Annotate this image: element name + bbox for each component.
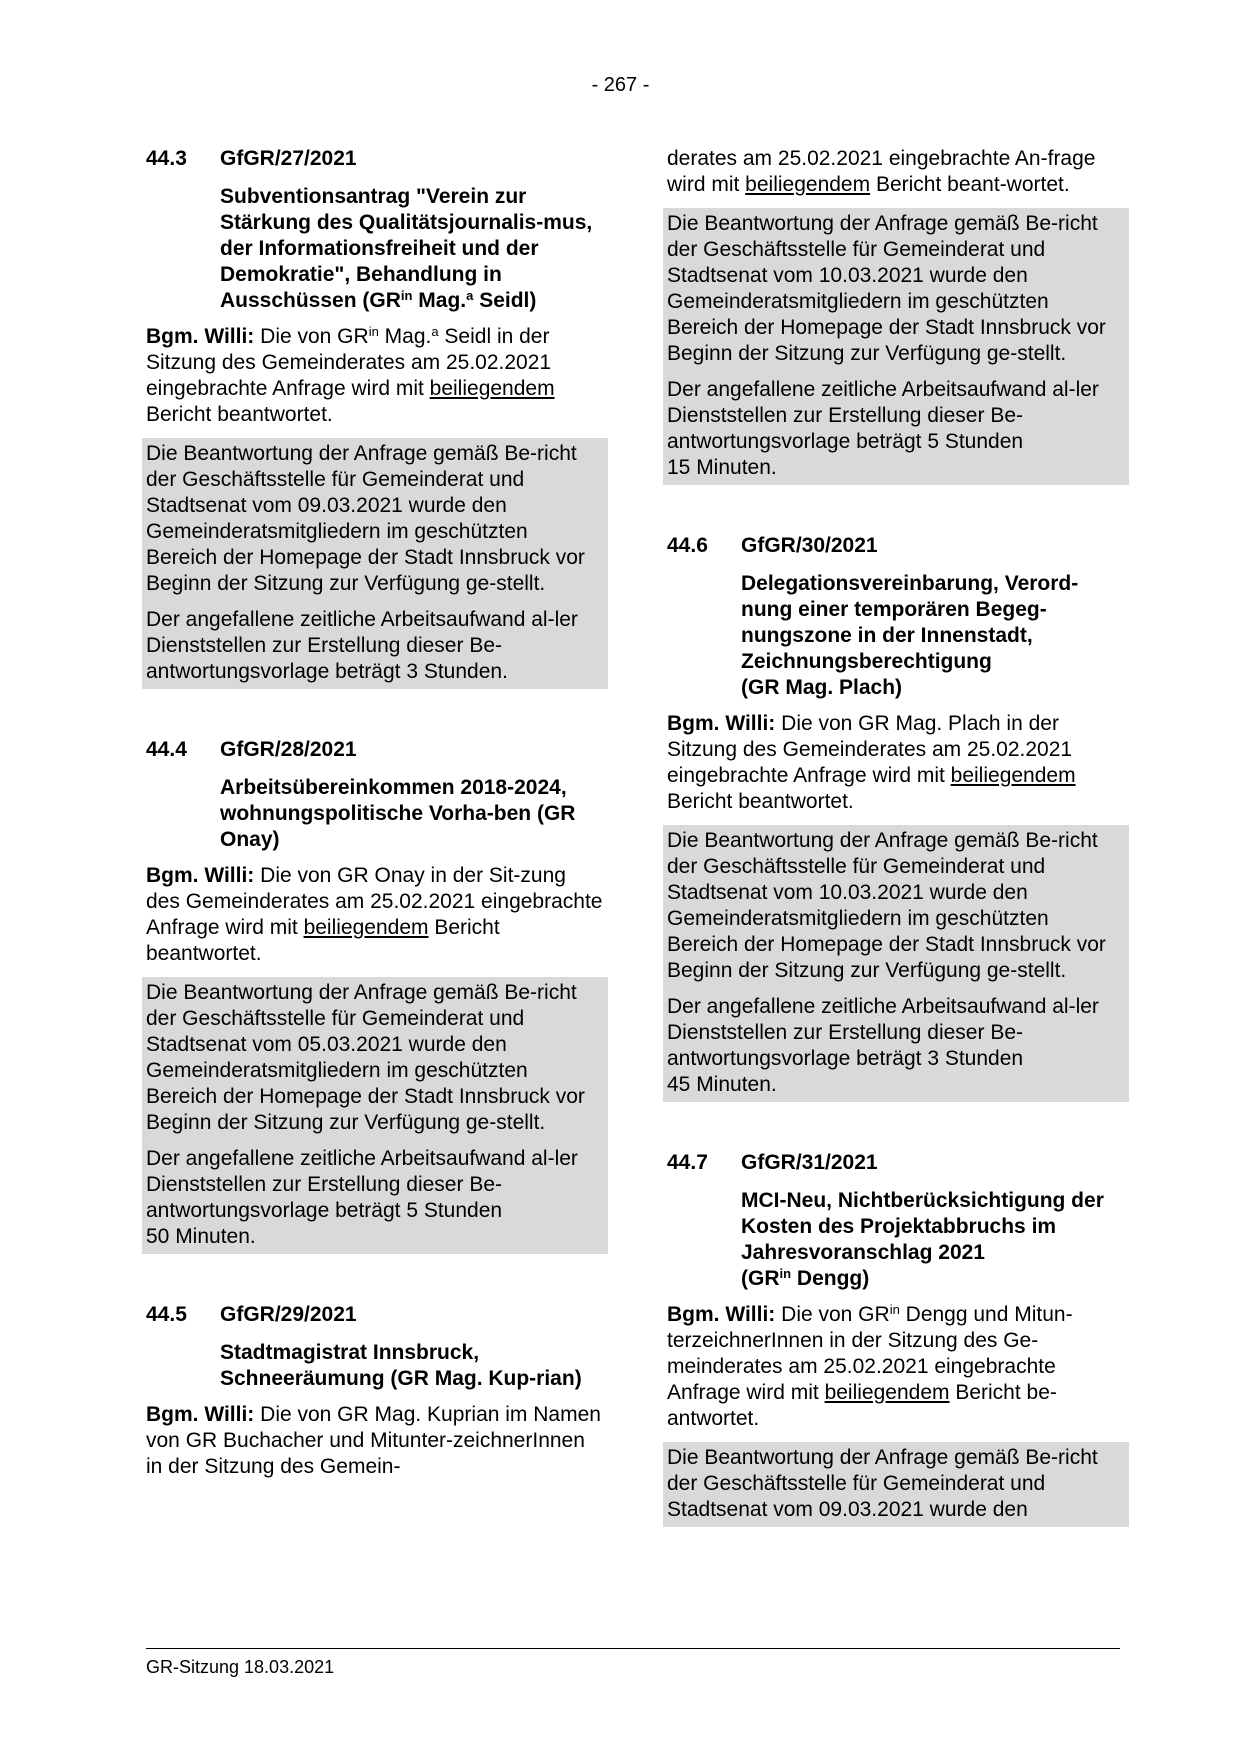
section-heading [667, 1150, 1125, 1176]
page-number: - 267 - [591, 74, 650, 96]
section-44-5-continued [667, 146, 1125, 485]
speaker-label: Bgm. Willi: [146, 325, 255, 348]
answer-paragraph: Bgm. Willi: Die von GR Onay in der Sit-zung des Gemeinderates am 25.02.2021 eingebrachte Anfrage wird mit beiliegendem Bericht beantwortet. [146, 864, 603, 965]
speaker-label: Bgm. Willi: [146, 1403, 255, 1426]
section-44-7 [667, 1150, 1125, 1527]
effort-text: Der angefallene zeitliche Arbeitsaufwand al-ler Dienststellen zur Erstellung dieser Be-antwortungsvorlage beträgt 3 Stunden 45 Minuten. [667, 995, 1099, 1096]
effort-text: Der angefallene zeitliche Arbeitsaufwand al-ler Dienststellen zur Erstellung dieser Be-antwortungsvorlage beträgt 3 Stunden. [146, 608, 578, 683]
info-text: Die Beantwortung der Anfrage gemäß Be-richt der Geschäftsstelle für Gemeinderat und Stadtsenat vom 10.03.2021 wurde den Gemeinderatsmitgliedern im geschützten Bereich der Homepage der Stadt Innsbruck vor Beginn der Sitzung zur Verfügung ge-stellt. [667, 829, 1106, 982]
info-box [142, 977, 608, 1254]
section-number: 44.6 [667, 534, 708, 557]
speaker-label: Bgm. Willi: [667, 1303, 776, 1326]
section-title: Delegationsvereinbarung, Verord-nung einer temporären Begeg-nungszone in der Innenstadt, Zeichnungsberechtigung (GR Mag. Plach) [741, 572, 1079, 699]
section-number: 44.4 [146, 738, 187, 761]
section-number: 44.7 [667, 1151, 708, 1174]
report-link[interactable]: beiliegendem [429, 377, 555, 400]
info-box [663, 208, 1129, 485]
effort-text: Der angefallene zeitliche Arbeitsaufwand al-ler Dienststellen zur Erstellung dieser Be-antwortungsvorlage beträgt 5 Stunden 15 Minuten. [667, 378, 1099, 479]
section-code: GfGR/30/2021 [741, 534, 878, 557]
section-44-6 [667, 533, 1125, 1102]
section-title: Stadtmagistrat Innsbruck, Schneeräumung (GR Mag. Kup-rian) [220, 1341, 582, 1390]
answer-paragraph: Bgm. Willi: Die von GR Mag. Plach in der Sitzung des Gemeinderates am 25.02.2021 eingebrachte Anfrage wird mit beiliegendem Bericht beantwortet. [667, 712, 1076, 813]
report-link[interactable]: beiliegendem [303, 916, 429, 939]
info-box [663, 825, 1129, 1102]
section-code: GfGR/28/2021 [220, 738, 357, 761]
left-column [146, 146, 604, 1490]
info-box [663, 1442, 1129, 1527]
section-code: GfGR/27/2021 [220, 147, 357, 170]
section-heading [667, 533, 1125, 559]
answer-paragraph: Bgm. Willi: Die von GR Mag. Kuprian im Namen von GR Buchacher und Mitunter-zeichnerInnen in der Sitzung des Gemein- [146, 1403, 601, 1478]
section-number: 44.3 [146, 147, 187, 170]
section-title: Arbeitsübereinkommen 2018-2024, wohnungspolitische Vorha-ben (GR Onay) [220, 776, 576, 851]
answer-paragraph-continued: derates am 25.02.2021 eingebrachte An-frage wird mit beiliegendem Bericht beant-wortet. [667, 147, 1096, 196]
section-heading [146, 1302, 604, 1328]
report-link[interactable]: beiliegendem [745, 173, 871, 196]
answer-paragraph: Bgm. Willi: Die von $GR^{in}$ Dengg und Mitun-terzeichnerInnen in der Sitzung des Ge-meinderates am 25.02.2021 eingebrachte Anfrage wird mit beiliegendem Bericht be-antwortet. [667, 1302, 1073, 1430]
section-code: GfGR/31/2021 [741, 1151, 878, 1174]
section-number: 44.5 [146, 1303, 187, 1326]
answer-paragraph: Bgm. Willi: Die von $GR^{in}$ Mag.$^a$ Seidl in der Sitzung des Gemeinderates am 25.02.2021 eingebrachte Anfrage wird mit beiliegendem Bericht beantwortet. [146, 324, 555, 426]
section-title: MCI-Neu, Nichtberücksichtigung der Kosten des Projektabbruchs im Jahresvoranschlag 2021 ($GR^{in}$ Dengg) [741, 1189, 1104, 1290]
section-title: Subventionsantrag "Verein zur Stärkung des Qualitätsjournalis-mus, der Informationsfreiheit und der Demokratie", Behandlung in Ausschüssen ($GR^{in}$ Mag.$^a$ Seidl) [220, 185, 593, 312]
info-text: Die Beantwortung der Anfrage gemäß Be-richt der Geschäftsstelle für Gemeinderat und Stadtsenat vom 09.03.2021 wurde den [667, 1446, 1098, 1521]
effort-text: Der angefallene zeitliche Arbeitsaufwand al-ler Dienststellen zur Erstellung dieser Be-antwortungsvorlage beträgt 5 Stunden 50 Minuten. [146, 1147, 578, 1248]
info-text: Die Beantwortung der Anfrage gemäß Be-richt der Geschäftsstelle für Gemeinderat und Stadtsenat vom 09.03.2021 wurde den Gemeinderatsmitgliedern im geschützten Bereich der Homepage der Stadt Innsbruck vor Beginn der Sitzung zur Verfügung ge-stellt. [146, 442, 585, 595]
speaker-label: Bgm. Willi: [667, 712, 776, 735]
report-link[interactable]: beiliegendem [950, 764, 1076, 787]
section-44-3 [146, 146, 604, 689]
info-box [142, 438, 608, 689]
section-heading [146, 737, 604, 763]
footer-text: GR-Sitzung 18.03.2021 [146, 1657, 335, 1677]
section-44-4 [146, 737, 604, 1254]
info-text: Die Beantwortung der Anfrage gemäß Be-richt der Geschäftsstelle für Gemeinderat und Stadtsenat vom 05.03.2021 wurde den Gemeinderatsmitgliedern im geschützten Bereich der Homepage der Stadt Innsbruck vor Beginn der Sitzung zur Verfügung ge-stellt. [146, 981, 585, 1134]
speaker-label: Bgm. Willi: [146, 864, 255, 887]
section-code: GfGR/29/2021 [220, 1303, 357, 1326]
info-text: Die Beantwortung der Anfrage gemäß Be-richt der Geschäftsstelle für Gemeinderat und Stadtsenat vom 10.03.2021 wurde den Gemeinderatsmitgliedern im geschützten Bereich der Homepage der Stadt Innsbruck vor Beginn der Sitzung zur Verfügung ge-stellt. [667, 212, 1106, 365]
section-44-5 [146, 1302, 604, 1480]
report-link[interactable]: beiliegendem [824, 1381, 950, 1404]
footer-divider [146, 1648, 1120, 1649]
section-heading [146, 146, 604, 172]
right-column [667, 146, 1125, 1527]
